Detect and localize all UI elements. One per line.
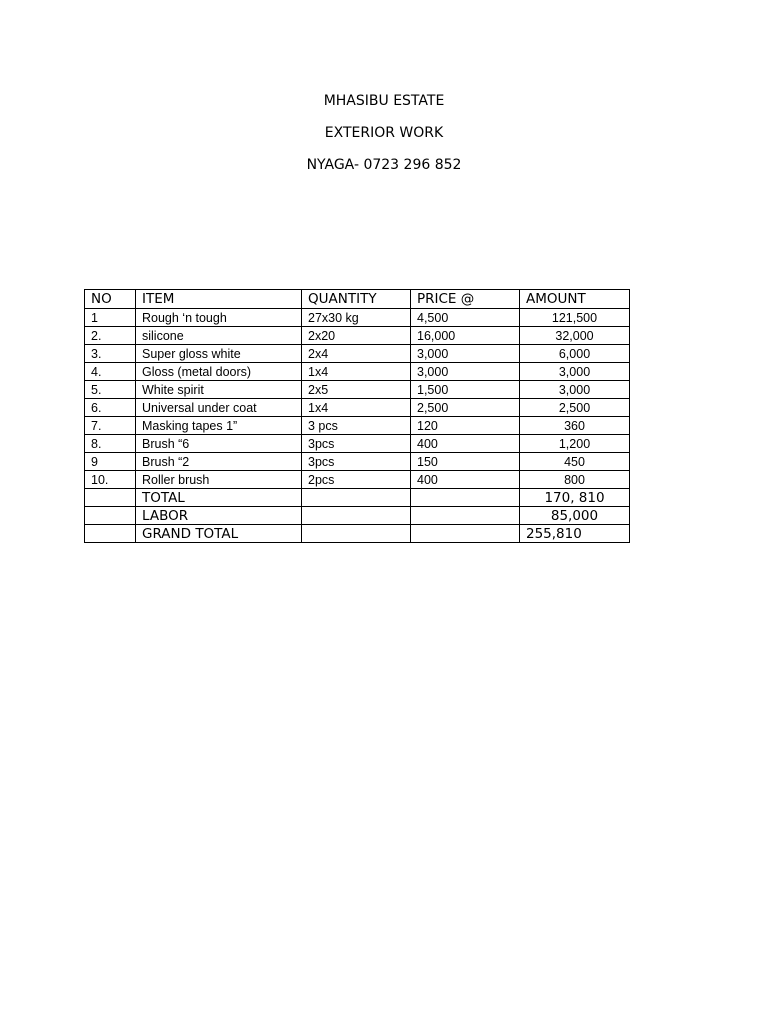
table-row: [85, 381, 630, 399]
column-header-price: PRICE @: [411, 290, 520, 309]
table-row: [85, 417, 630, 435]
estate-title: MHASIBU ESTATE: [323, 93, 445, 109]
row-amount: 3,000: [520, 381, 630, 399]
row-amount: 1,200: [520, 435, 630, 453]
row-quantity: 27x30 kg: [302, 309, 411, 327]
column-header-quantity: QUANTITY: [302, 290, 411, 309]
labor-label: LABOR: [136, 507, 302, 525]
row-quantity: 3 pcs: [302, 417, 411, 435]
column-header-no: NO: [85, 290, 136, 309]
row-amount: 2,500: [520, 399, 630, 417]
labor-row: [85, 507, 630, 525]
row-amount: 3,000: [520, 363, 630, 381]
row-price: 400: [411, 435, 520, 453]
row-quantity: 3pcs: [302, 435, 411, 453]
row-quantity: 2x4: [302, 345, 411, 363]
row-price: 120: [411, 417, 520, 435]
row-item: silicone: [136, 327, 302, 345]
table-row: [85, 363, 630, 381]
row-item: Roller brush: [136, 471, 302, 489]
row-no: 2.: [85, 327, 136, 345]
row-item: Masking tapes 1”: [136, 417, 302, 435]
row-quantity: 1x4: [302, 363, 411, 381]
row-amount: 32,000: [520, 327, 630, 345]
row-quantity: 3pcs: [302, 453, 411, 471]
empty-cell: [411, 525, 520, 543]
row-price: 1,500: [411, 381, 520, 399]
empty-cell: [411, 507, 520, 525]
row-price: 16,000: [411, 327, 520, 345]
row-quantity: 1x4: [302, 399, 411, 417]
row-item: Super gloss white: [136, 345, 302, 363]
row-item: Gloss (metal doors): [136, 363, 302, 381]
row-quantity: 2x5: [302, 381, 411, 399]
row-amount: 121,500: [520, 309, 630, 327]
row-no: 5.: [85, 381, 136, 399]
empty-cell: [302, 507, 411, 525]
row-amount: 6,000: [520, 345, 630, 363]
empty-cell: [85, 507, 136, 525]
row-quantity: 2pcs: [302, 471, 411, 489]
total-row: [85, 489, 630, 507]
row-no: 6.: [85, 399, 136, 417]
row-price: 150: [411, 453, 520, 471]
row-item: Rough ‘n tough: [136, 309, 302, 327]
row-item: White spirit: [136, 381, 302, 399]
row-no: 4.: [85, 363, 136, 381]
table-row: [85, 453, 630, 471]
grand-total-value: 255,810: [520, 525, 630, 543]
empty-cell: [302, 489, 411, 507]
table-row: [85, 309, 630, 327]
row-price: 400: [411, 471, 520, 489]
total-value: 170, 810: [520, 489, 630, 507]
row-item: Brush “6: [136, 435, 302, 453]
row-amount: 450: [520, 453, 630, 471]
estimate-table: [84, 289, 630, 543]
row-price: 2,500: [411, 399, 520, 417]
table-row: [85, 327, 630, 345]
row-item: Universal under coat: [136, 399, 302, 417]
table-header-row: [85, 290, 630, 309]
table-row: [85, 399, 630, 417]
empty-cell: [411, 489, 520, 507]
table-row: [85, 435, 630, 453]
row-no: 1: [85, 309, 136, 327]
column-header-item: ITEM: [136, 290, 302, 309]
row-price: 3,000: [411, 363, 520, 381]
column-header-amount: AMOUNT: [520, 290, 630, 309]
work-title: EXTERIOR WORK: [324, 125, 444, 141]
labor-value: 85,000: [520, 507, 630, 525]
row-quantity: 2x20: [302, 327, 411, 345]
row-no: 10.: [85, 471, 136, 489]
total-label: TOTAL: [136, 489, 302, 507]
table-row: [85, 471, 630, 489]
row-price: 4,500: [411, 309, 520, 327]
table-row: [85, 345, 630, 363]
row-item: Brush “2: [136, 453, 302, 471]
row-no: 8.: [85, 435, 136, 453]
row-price: 3,000: [411, 345, 520, 363]
row-amount: 360: [520, 417, 630, 435]
contact-line: NYAGA- 0723 296 852: [306, 157, 462, 173]
empty-cell: [85, 525, 136, 543]
row-no: 3.: [85, 345, 136, 363]
empty-cell: [302, 525, 411, 543]
grand-total-row: [85, 525, 630, 543]
row-amount: 800: [520, 471, 630, 489]
row-no: 7.: [85, 417, 136, 435]
row-no: 9: [85, 453, 136, 471]
empty-cell: [85, 489, 136, 507]
grand-total-label: GRAND TOTAL: [136, 525, 302, 543]
